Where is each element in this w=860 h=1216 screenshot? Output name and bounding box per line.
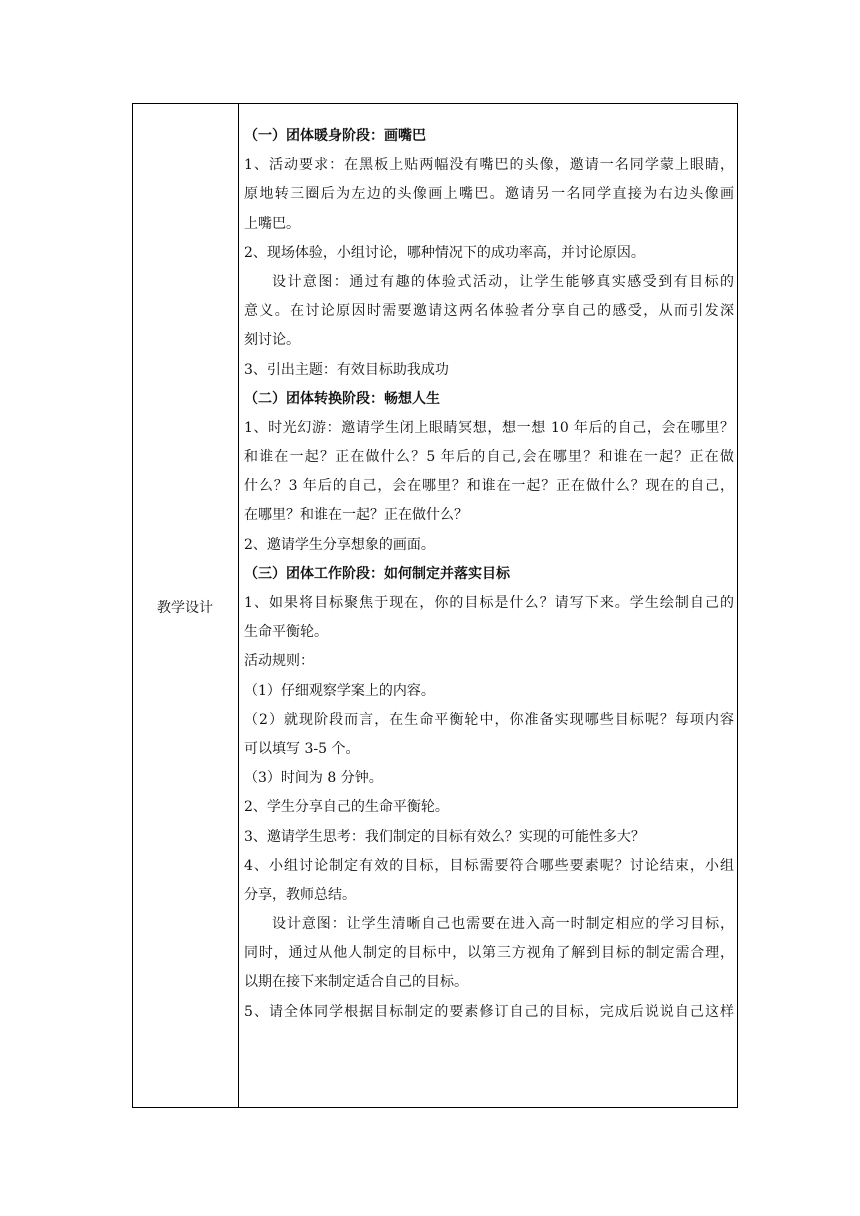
text-line: 1、时光幻游：邀请学生闭上眼睛冥想，想一想 10 年后的自己，会在哪里？ xyxy=(244,419,734,436)
text-line: 同时，通过从他人制定的目标中，以第三方视角了解到目标的制定需合理， xyxy=(244,945,734,962)
text-line: 原地转三圈后为左边的头像画上嘴巴。邀请另一名同学直接为右边头像画 xyxy=(244,186,734,203)
text-line: 1、活动要求：在黑板上贴两幅没有嘴巴的头像，邀请一名同学蒙上眼睛， xyxy=(244,157,734,174)
text-line: （2）就现阶段而言，在生命平衡轮中，你准备实现哪些目标呢？每项内容 xyxy=(244,711,734,728)
row-label: 教学设计 xyxy=(157,600,213,616)
text-line: 分享，教师总结。 xyxy=(244,886,356,903)
text-line: 活动规则： xyxy=(244,653,314,670)
text-line: 1、如果将目标聚焦于现在，你的目标是什么？请写下来。学生绘制自己的 xyxy=(244,595,734,611)
text-line: 以期在接下来制定适合自己的目标。 xyxy=(244,974,468,991)
text-line: 什么？3 年后的自己，会在哪里？和谁在一起？正在做什么？现在的自己， xyxy=(244,478,734,495)
column-divider xyxy=(238,103,239,1108)
text-line: 2、邀请学生分享想象的画面。 xyxy=(244,536,435,553)
text-line: 2、学生分享自己的生命平衡轮。 xyxy=(244,799,449,816)
section-heading: （三）团体工作阶段：如何制定并落实目标 xyxy=(244,565,510,582)
text-line: 3、邀请学生思考：我们制定的目标有效么？实现的可能性多大？ xyxy=(244,828,645,845)
text-line: 设计意图：通过有趣的体验式活动，让学生能够真实感受到有目标的 xyxy=(272,273,734,290)
text-line: 刻讨论。 xyxy=(244,332,300,349)
text-line: 5、请全体同学根据目标制定的要素修订自己的目标，完成后说说自己这样 xyxy=(244,1003,734,1020)
text-line: 意义。在讨论原因时需要邀请这两名体验者分享自己的感受，从而引发深 xyxy=(244,303,734,320)
text-line: 上嘴巴。 xyxy=(244,215,300,232)
text-line: 和谁在一起？正在做什么？5 年后的自己,会在哪里？和谁在一起？正在做 xyxy=(244,449,734,466)
text-line: （1）仔细观察学案上的内容。 xyxy=(244,682,435,699)
lesson-content-cell xyxy=(244,122,734,1027)
text-line: 2、现场体验，小组讨论，哪种情况下的成功率高，并讨论原因。 xyxy=(244,244,645,261)
section-heading: （一）团体暖身阶段：画嘴巴 xyxy=(244,128,426,144)
text-line: 生命平衡轮。 xyxy=(244,624,328,641)
text-line: 可以填写 3-5 个。 xyxy=(244,740,360,757)
section-heading: （二）团体转换阶段：畅想人生 xyxy=(244,390,440,407)
text-line: 3、引出主题：有效目标助我成功 xyxy=(244,361,449,378)
text-line: （3）时间为 8 分钟。 xyxy=(244,770,383,787)
text-line: 4、小组讨论制定有效的目标，目标需要符合哪些要素呢？讨论结束，小组 xyxy=(244,857,734,874)
text-line: 在哪里？和谁在一起？正在做什么？ xyxy=(244,507,468,524)
text-line: 设计意图：让学生清晰自己也需要在进入高一时制定相应的学习目标， xyxy=(272,916,734,933)
